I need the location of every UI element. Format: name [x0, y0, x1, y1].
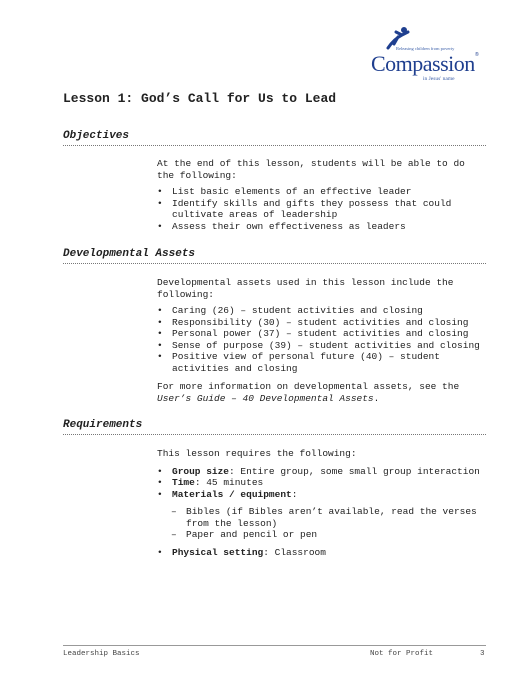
assets-list	[157, 305, 487, 374]
setting-value: : Classroom	[263, 546, 326, 558]
materials-suffix: :	[291, 488, 298, 500]
assets-more-info	[157, 381, 487, 404]
list-item: • Identify skills and gifts they possess that could cultivate areas of leadership	[157, 198, 487, 221]
objectives-heading: Objectives	[63, 130, 486, 146]
requirements-body	[157, 448, 487, 558]
time-value: : 45 minutes	[194, 477, 264, 488]
page-footer	[63, 645, 486, 658]
logo-registered-mark: ®	[475, 52, 479, 58]
group-size-label: Group size	[172, 465, 230, 477]
assets-heading: Developmental Assets	[63, 248, 486, 264]
objectives-list	[157, 186, 487, 232]
materials-label: Materials / equipment	[172, 488, 292, 500]
objectives-intro: At the end of this lesson, students will be able to do the following:	[157, 158, 465, 181]
assets-heading-row	[63, 248, 486, 264]
requirements-intro: This lesson requires the following:	[157, 448, 357, 459]
requirements-heading: Requirements	[63, 419, 486, 435]
list-item: • Responsibility (30) – student activities and closing	[157, 317, 487, 329]
list-item: – Bibles (if Bibles aren’t available, read the verses from the lesson)	[171, 506, 487, 529]
materials-list	[171, 506, 487, 541]
footer-page-number: 3	[480, 650, 485, 658]
requirements-heading-row	[63, 419, 486, 435]
logo-wordmark: Compassion	[371, 51, 475, 76]
footer-notice: Not for Profit	[370, 650, 434, 658]
time-label: Time	[172, 477, 195, 488]
requirements-list	[157, 466, 487, 501]
assets-intro: Developmental assets used in this lesson include the following:	[157, 277, 454, 300]
list-item	[157, 466, 487, 478]
logo-subline: in Jesus' name	[423, 76, 455, 82]
setting-list	[157, 547, 487, 559]
objectives-heading-row	[63, 130, 486, 146]
list-item	[157, 489, 487, 501]
footer-course-title: Leadership Basics	[63, 650, 140, 658]
assets-guide-reference: User’s Guide – 40 Developmental Assets	[157, 392, 374, 404]
assets-body	[157, 277, 487, 404]
page-title: Lesson 1: God’s Call for Us to Lead	[63, 91, 337, 106]
setting-label: Physical setting	[172, 546, 264, 558]
assets-more-prefix: For more information on developmental assets, see the	[157, 381, 460, 392]
objectives-body	[157, 158, 487, 232]
list-item: • Personal power (37) – student activities and closing	[157, 328, 487, 340]
list-item: • Caring (26) – student activities and closing	[157, 305, 487, 317]
list-item: – Paper and pencil or pen	[171, 529, 487, 541]
list-item	[157, 477, 487, 489]
list-item: • Sense of purpose (39) – student activities and closing	[157, 340, 487, 352]
list-item: • Positive view of personal future (40) – student activities and closing	[157, 351, 487, 374]
list-item	[157, 547, 487, 559]
compassion-logo	[366, 26, 484, 82]
group-size-value: : Entire group, some small group interaction	[229, 465, 480, 477]
list-item: • List basic elements of an effective leader	[157, 186, 487, 198]
list-item: • Assess their own effectiveness as leaders	[157, 221, 487, 233]
assets-more-suffix: .	[373, 392, 380, 404]
logo-tagline: Releasing children from poverty	[396, 46, 455, 51]
